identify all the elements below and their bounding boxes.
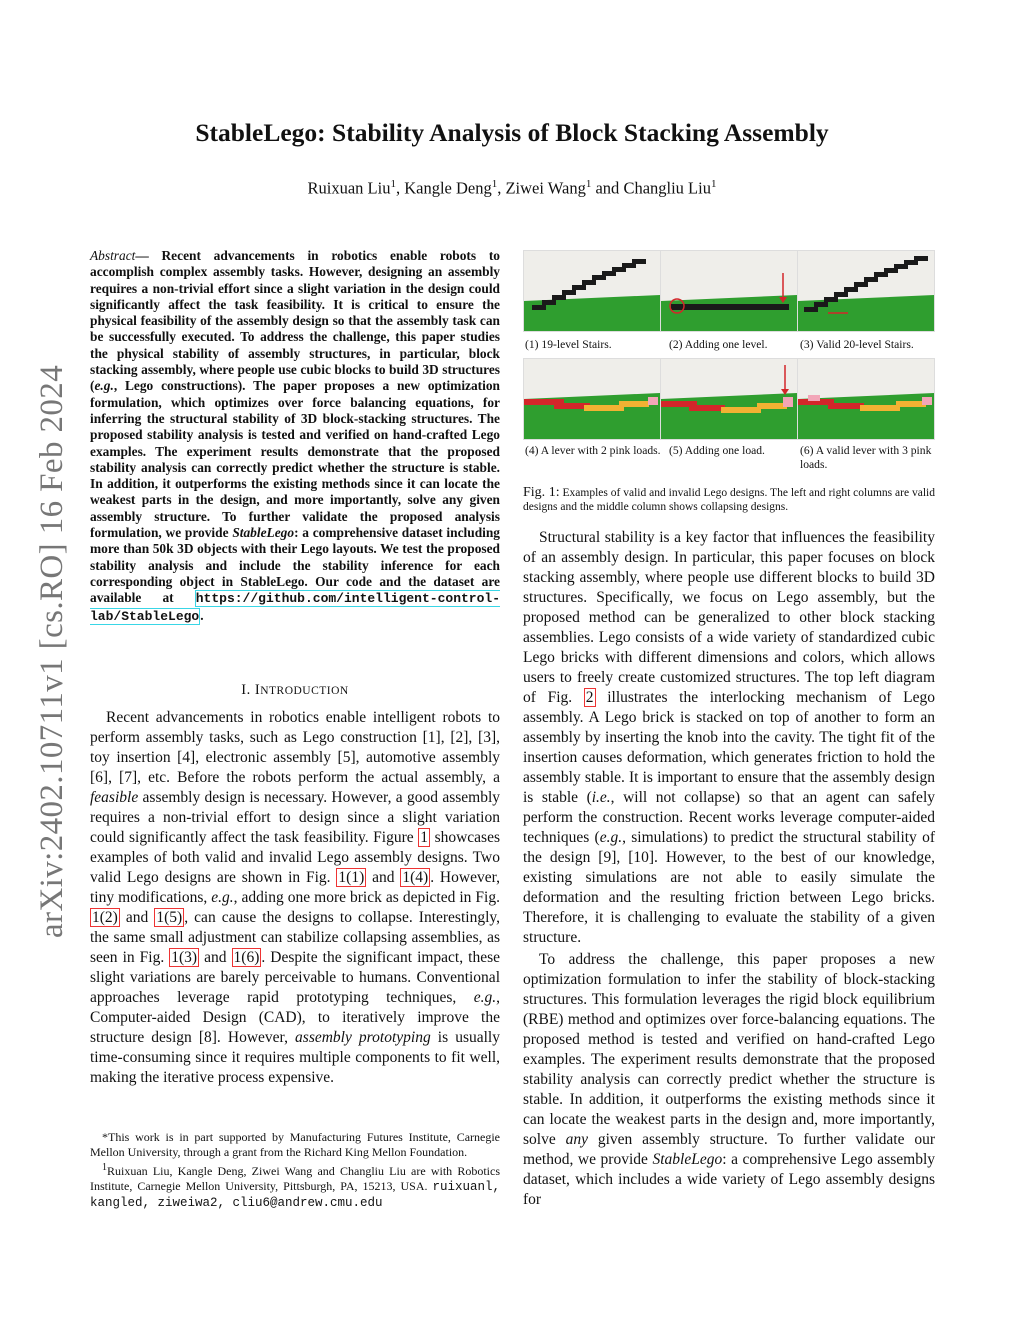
fig-ref[interactable]: 1(4)	[402, 869, 429, 886]
section-title-rest: NTRODUCTION	[260, 685, 349, 697]
arxiv-stamp	[20, 350, 76, 940]
fig-ref[interactable]: 2	[585, 689, 594, 706]
section-number: I.	[241, 682, 255, 698]
lego-stairs-image-3	[797, 250, 935, 332]
lego-lever-image-4	[523, 358, 661, 440]
author-sep: ,	[395, 178, 405, 198]
text-italic: i.e.	[591, 789, 611, 806]
text-italic: assembly prototyping	[295, 1029, 431, 1046]
text-italic: e.g.	[599, 829, 623, 846]
text: , simulations) to predict the structural stability of the design [9], [10]. However, to the best of our knowledge, existing simulations are not able to easily simulate the deformation and the resulting friction between Lego bricks. Therefore, it is challenging to evaluate the stability of a given structure.	[523, 829, 935, 946]
author-3: Ziwei Wang	[505, 178, 586, 198]
fig-ref[interactable]: 1(2)	[92, 909, 118, 926]
author-sep: ,	[497, 178, 506, 198]
subcaption-1: (1) 19-level Stairs.	[525, 338, 612, 351]
affil-mark: 1	[585, 178, 592, 190]
text: , can cause the designs to collapse. Interestingly, the same small adjustment can stabilize collapsing assemblies, as seen in Fig.	[90, 909, 500, 966]
abstract-end: .	[200, 607, 204, 623]
abstract	[90, 248, 500, 625]
subcaption-5: (5) Adding one load.	[669, 444, 765, 457]
arxiv-id: arXiv:2402.10711v1 [cs.RO] 16 Feb 2024	[34, 364, 70, 938]
text: , will not collapse) so that an agent can safely perform the construction. Recent works leverage computer-aided techniques (	[523, 789, 935, 846]
author-4: Changliu Liu	[623, 178, 711, 198]
text-italic: any	[565, 1131, 588, 1148]
subcaption-2: (2) Adding one level.	[669, 338, 768, 351]
lego-lever-image-5	[660, 358, 798, 440]
author-sep: and	[591, 178, 624, 198]
figure-caption-text: Examples of valid and invalid Lego designs. The left and right columns are valid designs and the middle column shows collapsing designs.	[523, 487, 935, 513]
affil-mark: 1	[390, 178, 396, 190]
abstract-label: Abstract	[90, 248, 136, 263]
footnote-affiliation	[90, 1160, 500, 1211]
figure-label: Fig. 1:	[523, 485, 560, 500]
fig-ref[interactable]: 1	[420, 829, 428, 846]
text: To address the challenge, this paper proposes a new optimization formulation to infer the stability of block-stacking structures. This formulation leverages the rigid block equilibrium (RBE) method and optimizes over force-balancing equations. The proposed method is tested and verified on hand-crafted Lego examples. The experiment results demonstrate that the proposed stability analysis can correctly predict whether the structure is stable. In addition, it outperforms the existing methods since it can locate the weakest parts in the design and, more importantly, solve	[523, 951, 935, 1148]
fig-ref[interactable]: 1(3)	[171, 949, 198, 966]
footnote-mark: 1	[102, 1162, 107, 1173]
lego-stairs-image-2	[660, 250, 798, 332]
text: is usually time-consuming since it requires multiple components to fit well, making the iterative process expensive.	[90, 1029, 500, 1086]
text: illustrates the interlocking mechanism of Lego assembly. A Lego brick is stacked on top of another to form an assembly by inserting the knob into the cavity. The tight fit of the insertion causes deformation, which generates friction to hold the assembly stable. It is important to ensure that the assembly design is stable (	[523, 689, 935, 806]
paragraph	[523, 950, 935, 1210]
fig-ref[interactable]: 1(6)	[233, 949, 260, 966]
author-list	[90, 178, 934, 199]
text: Structural stability is a key factor that influences the feasibility of an assembly design. In particular, this paper focuses on block stacking assembly, where people use different blocks to build 3D structures. Specifically, we focus on Lego assembly, but the proposed method can be generalized to other block stacking assemblies. Lego consists of a wide variety of standardized cubic Lego bricks with different dimensions and colors, which allows users to freely create customized structures. The top left diagram of Fig.	[523, 529, 935, 706]
section-initial: I	[254, 682, 261, 698]
abstract-stablelego: StableLego	[232, 525, 295, 541]
lego-stairs-image-1	[523, 250, 661, 332]
text: Recent advancements in robotics enable intelligent robots to perform assembly tasks, such as Lego construction [1], [2], [3], toy insertion [4], electronic assembly [5], automotive assembly [6], [7], etc. Before the robots perform the actual assembly, a	[90, 709, 500, 786]
footnote-funding: *This work is in part supported by Manufacturing Futures Institute, Carnegie Mellon University, through a grant from the Richard King Mellon Foundation.	[90, 1130, 500, 1159]
subcaption-3: (3) Valid 20-level Stairs.	[800, 338, 914, 351]
abstract-dash: —	[135, 248, 162, 263]
text: and	[199, 949, 232, 966]
text: , adding one more brick as depicted in Fig.	[233, 889, 500, 906]
abstract-text: , Lego constructions). The paper proposes a new optimization formulation, which optimizes over force balancing equations, for inferring the structural stability of 3D block-stacking structures. The proposed stability analysis is tested and verified on hand-crafted Lego examples. The experiment results demonstrate that the proposed stability analysis can correctly predict whether the structure is stable. In addition, it outperforms the existing methods since it can locate the weakest parts in the design, and more importantly, solve any given assembly structure. To further validate the proposed analysis formulation, we provide	[90, 378, 500, 541]
text: and	[366, 869, 401, 886]
text-italic: feasible	[90, 789, 139, 806]
text: and	[119, 909, 155, 926]
text: Ruixuan Liu, Kangle Deng, Ziwei Wang and Changliu Liu are with Robotics Institute, Carnegie Mellon University, Pittsburgh, PA, 15213, USA.	[90, 1164, 500, 1193]
fig-ref[interactable]: 1(1)	[338, 869, 365, 886]
intro-paragraph	[90, 708, 500, 1088]
code-link[interactable]: https://github.com/intelligent-control-lab/StableLego	[90, 591, 500, 624]
subcaption-4: (4) A lever with 2 pink loads.	[525, 444, 661, 457]
text: : a comprehensive Lego assembly dataset, which includes a wide variety of Lego assembly designs for	[523, 1151, 935, 1208]
author-emails: ruixuanl, kangled, ziweiwa2, cliu6@andrew.cmu.edu	[90, 1180, 500, 1210]
author-2: Kangle Deng	[404, 178, 492, 198]
paper-title: StableLego: Stability Analysis of Block Stacking Assembly	[195, 118, 829, 147]
section-heading	[90, 682, 500, 699]
abstract-eg: e.g.	[94, 378, 114, 394]
text: . Despite the significant impact, these slight variations are barely perceivable to humans. Conventional approaches leverage rapid prototyping techniques,	[90, 949, 500, 1006]
abstract-text: Recent advancements in robotics enable robots to accomplish complex assembly tasks. However, designing an assembly requires a non-trivial effort since a slight variation in the design could significantly affect the task feasibility. It is critical to ensure the physical feasibility of the assembly design so that the assembly task can be successfully executed. To address the challenge, this paper studies the physical stability of assembly structures, in particular, block stacking assembly, where people use cubic blocks to build 3D structures (	[90, 248, 500, 394]
text: assembly design is necessary. However, a good assembly requires a non-trivial effort to design since a slight variation could significantly affect the task feasibility. Figure	[90, 789, 500, 846]
text: , Computer-aided Design (CAD), to iteratively improve the structure design [8]. However,	[90, 989, 500, 1046]
affil-mark: 1	[710, 178, 717, 190]
text-italic: StableLego	[652, 1151, 723, 1168]
text: given assembly structure. To further validate our method, we provide	[523, 1131, 935, 1168]
fig-ref[interactable]: 1(5)	[156, 909, 183, 926]
subcaption-6: (6) A valid lever with 3 pink loads.	[800, 444, 932, 471]
abstract-text: : a comprehensive dataset including more than 50k 3D objects with their Lego layouts. We test the proposed stability analysis and include the stability inference for each corresponding object in StableLego. Our code and the dataset are available at	[90, 525, 501, 606]
lego-lever-image-6	[797, 358, 935, 440]
right-column-body	[523, 528, 935, 1210]
figure-caption	[523, 486, 935, 514]
text: . However, tiny modifications,	[90, 869, 500, 906]
intro-body	[90, 708, 500, 1088]
paragraph	[523, 528, 935, 948]
affil-mark: 1	[491, 178, 498, 190]
text-italic: e.g.	[473, 989, 497, 1006]
text: showcases examples of both valid and invalid Lego assembly designs. Two valid Lego designs are shown in Fig.	[90, 829, 500, 886]
footnotes	[90, 1130, 500, 1211]
author-1: Ruixuan Liu	[307, 178, 391, 198]
text-italic: e.g.	[211, 889, 234, 906]
